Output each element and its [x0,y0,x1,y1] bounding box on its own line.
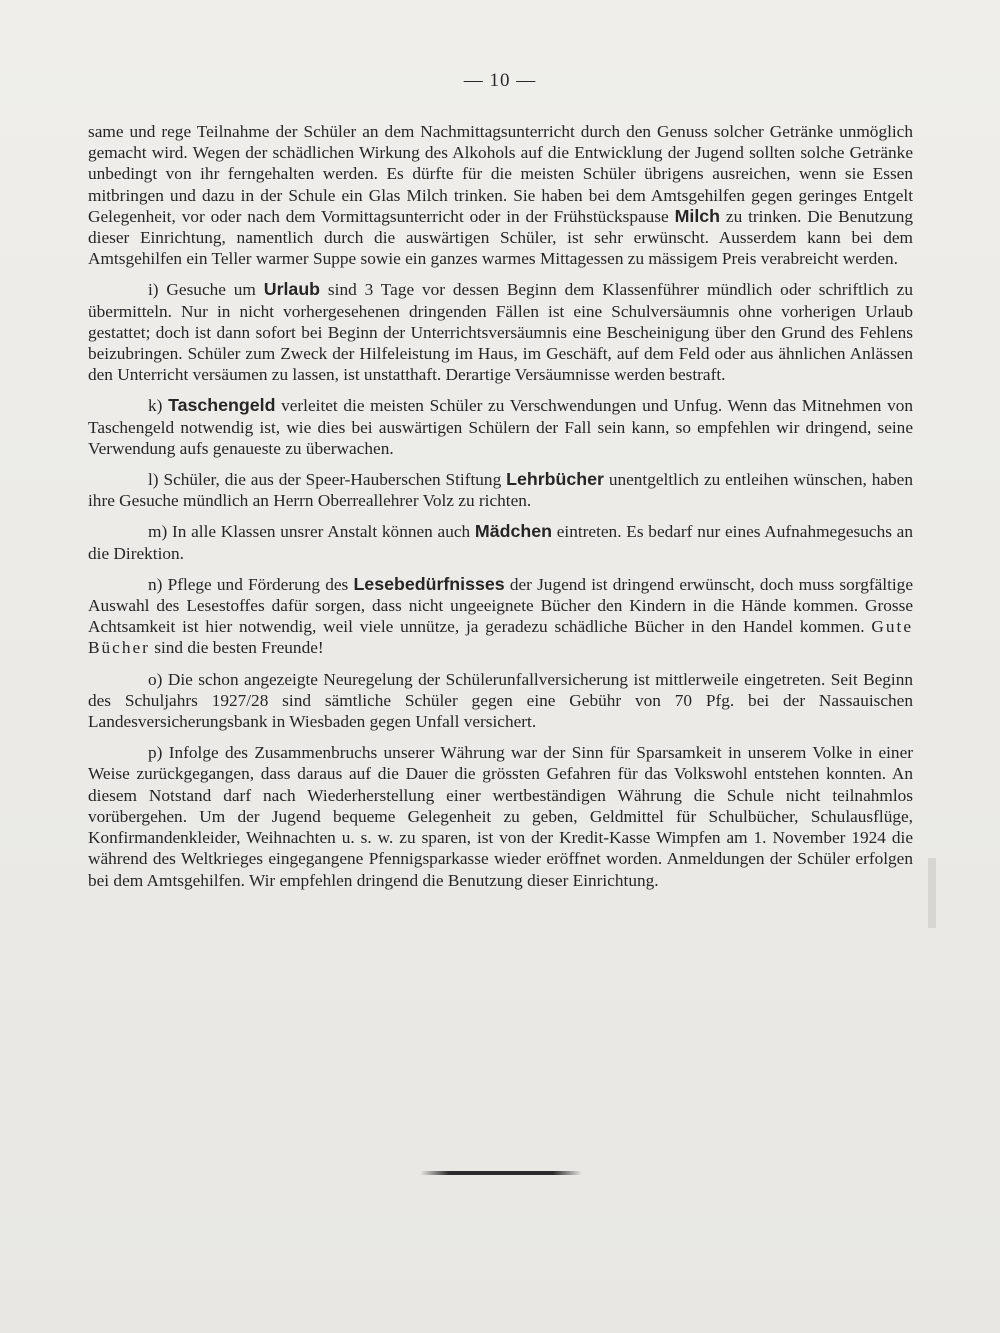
paragraph-p-sparkasse [88,742,913,890]
paragraph-m-maedchen [88,521,913,563]
paragraph-text: sind 3 Tage vor dessen Beginn dem Klassenführer mündlich oder schriftlich zu übermitteln. Nur in nicht vorhergesehenen dringenden Fällen ist eine Schulversäumnis ohne vorherigen Urlaub gestattet; doch ist dann sofort bei Beginn der Unterrichtsversäumnis eine Bescheinigung über den Grund des Fehlens beizubringen. Schüler zum Zweck der Hilfeleistung im Haus, im Geschäft, auf dem Feld oder aus ähnlichen Anlässen den Unterricht versäumen zu lassen, ist unstatthaft. Derartige Versäumnisse werden bestraft. [88,280,913,385]
paragraph-text: m) In alle Klassen unsrer Anstalt können auch [148,522,475,542]
page-number: — 10 — [463,70,537,91]
paragraph-text: n) Pflege und Förderung des [148,574,354,594]
paragraph-text: k) [148,396,169,416]
page-edge-mark [928,858,936,928]
paragraph-text: p) Infolge des Zusammenbruchs unserer Währung war der Sinn für Sparsamkeit in unserem Volke in einer Weise zurückgegangen, dass daraus auf die Dauer die grössten Gefahren für das Volkswohl entstehen konnten. An diesem Notstand darf nach Wiederherstellung einer wertbeständigen Währung die Schule nicht teilnahmlos vorübergehen. Um der Jugend bequeme Gelegenheit zu geben, Geldmittel für Schulbücher, Schulausflüge, Konfirmandenkleider, Weihnachten u. s. w. zu sparen, ist von der Kredit-Kasse Wimpfen am 1. November 1924 die während des Weltkrieges eingegangene Pfennigsparkasse wieder eröffnet worden. Anmeldungen der Schüler erfolgen bei dem Amtsgehilfen. Wir empfehlen dringend die Benutzung dieser Einrichtung. [88,743,913,890]
paragraph-text: l) Schüler, die aus der Speer-Hauberschen Stiftung [148,470,507,490]
paragraph-text: sind die besten Freunde! [149,638,324,658]
keyword-taschengeld: Taschengeld [168,395,276,416]
keyword-urlaub: Urlaub [263,279,321,300]
keyword-maedchen: Mädchen [474,521,552,542]
keyword-milch: Milch [674,205,721,226]
paragraph-text: i) Gesuche um [148,280,264,300]
paragraph-k-taschengeld [88,395,913,459]
paragraph-text: same und rege Teilnahme der Schüler an dem Nachmittagsunterricht durch den Genuss solcher Getränke unmöglich gemacht wird. Wegen der schädlichen Wirkung des Alkohols auf die Entwicklung der Jugend sollten solche Getränke unbedingt von ihr ferngehalten werden. Es dürfte für die meisten Schüler übrigens ausreichen, wenn sie Essen mitbringen und dazu in der Schule ein Glas Milch trinken. Sie haben bei dem Amtsgehilfen gegen geringes Entgelt Gelegenheit, vor oder nach dem Vormittagsunterricht oder in der Frühstückspause [88,122,913,226]
keyword-lesebeduerfnisses: Lesebedürfnisses [353,573,505,594]
paragraph-n-lesebeduerfnis [88,574,913,659]
closing-rule-divider [420,1171,582,1175]
paragraph-continuation [88,121,913,269]
paragraph-text: eintreten. Es bedarf nur eines Aufnahmegesuchs an die Direktion. [88,522,913,563]
paragraph-o-unfallversicherung [88,669,913,733]
spaced-emphasis: Gute Bücher [88,617,913,658]
page-body [88,121,913,901]
paragraph-text: zu trinken. Die Benutzung dieser Einrichtung, namentlich durch die auswärtigen Schüler, ist sehr erwünscht. Ausserdem kann bei dem Amtsgehilfen ein Teller warmer Suppe sowie ein ganzes warmes Mittagessen zu mässigem Preis verabreicht werden. [88,206,913,269]
paragraph-i-urlaub [88,279,913,385]
paragraph-text: unentgeltlich zu entleihen wünschen, haben ihre Gesuche mündlich an Herrn Oberreallehrer Volz zu richten. [88,470,913,511]
paragraph-text: o) Die schon angezeigte Neuregelung der Schülerunfallversicherung ist mittlerweile eingetreten. Seit Beginn des Schuljahrs 1927/28 sind sämtliche Schüler gegen eine Gebühr von 70 Pfg. bei der Nassauischen Landesversicherungsbank in Wiesbaden gegen Unfall versichert. [88,669,913,732]
paragraph-text: der Jugend ist dringend erwünscht, doch muss sorgfältige Auswahl des Lesestoffes dafür sorgen, dass nicht ungeeignete Bücher den Kindern in die Hände kommen. Grosse Achtsamkeit ist hier notwendig, weil viele unnütze, ja geradezu schädliche Bücher in den Handel kommen. [88,574,913,637]
keyword-lehrbuecher: Lehrbücher [506,469,604,490]
paragraph-l-lehrbuecher [88,469,913,511]
paragraph-text: verleitet die meisten Schüler zu Verschwendungen und Unfug. Wenn das Mitnehmen von Taschengeld notwendig ist, wie dies bei auswärtigen Schülern der Fall sein kann, so empfehlen wir dringend, seine Verwendung aufs genaueste zu überwachen. [88,396,914,458]
